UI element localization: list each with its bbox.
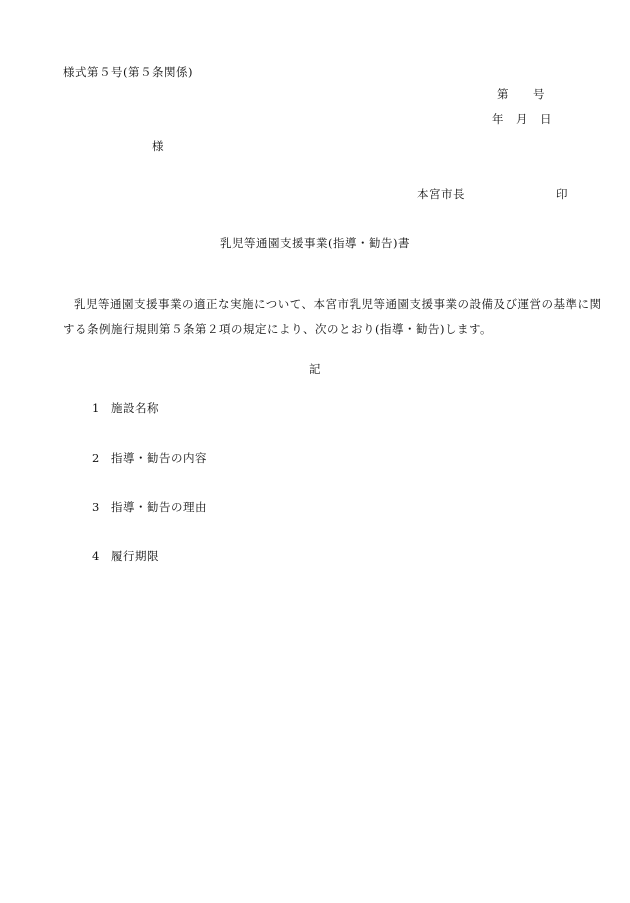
- item-label: 指導・勧告の理由: [111, 500, 207, 514]
- item-number: 2: [92, 451, 100, 465]
- body-paragraph: [63, 292, 602, 342]
- item-label: 施設名称: [111, 401, 159, 415]
- item-label: 指導・勧告の内容: [111, 451, 207, 465]
- item-label: 履行期限: [111, 549, 159, 563]
- list-item: [92, 453, 207, 465]
- item-number: 1: [92, 401, 100, 415]
- addressee: 様: [152, 139, 164, 153]
- issuer: 本宮市長: [417, 187, 465, 201]
- document-number: 第 号: [497, 87, 545, 101]
- list-item: [92, 551, 159, 563]
- document-title: 乳児等通園支援事業(指導・勧告)書: [220, 236, 410, 250]
- ki-heading: 記: [309, 362, 321, 376]
- seal-mark: 印: [556, 187, 568, 201]
- form-label: 様式第５号(第５条関係): [63, 65, 193, 79]
- document-date: 年 月 日: [492, 112, 552, 126]
- item-number: 3: [92, 500, 100, 514]
- list-item: [92, 403, 159, 415]
- body-line-2: する条例施行規則第５条第２項の規定により、次のとおり(指導・勧告)します。: [63, 322, 493, 336]
- item-number: 4: [92, 549, 100, 563]
- body-line-1: 乳児等通園支援事業の適正な実施について、本宮市乳児等通園支援事業の設備及び運営の基準に関: [74, 297, 602, 311]
- list-item: [92, 502, 207, 514]
